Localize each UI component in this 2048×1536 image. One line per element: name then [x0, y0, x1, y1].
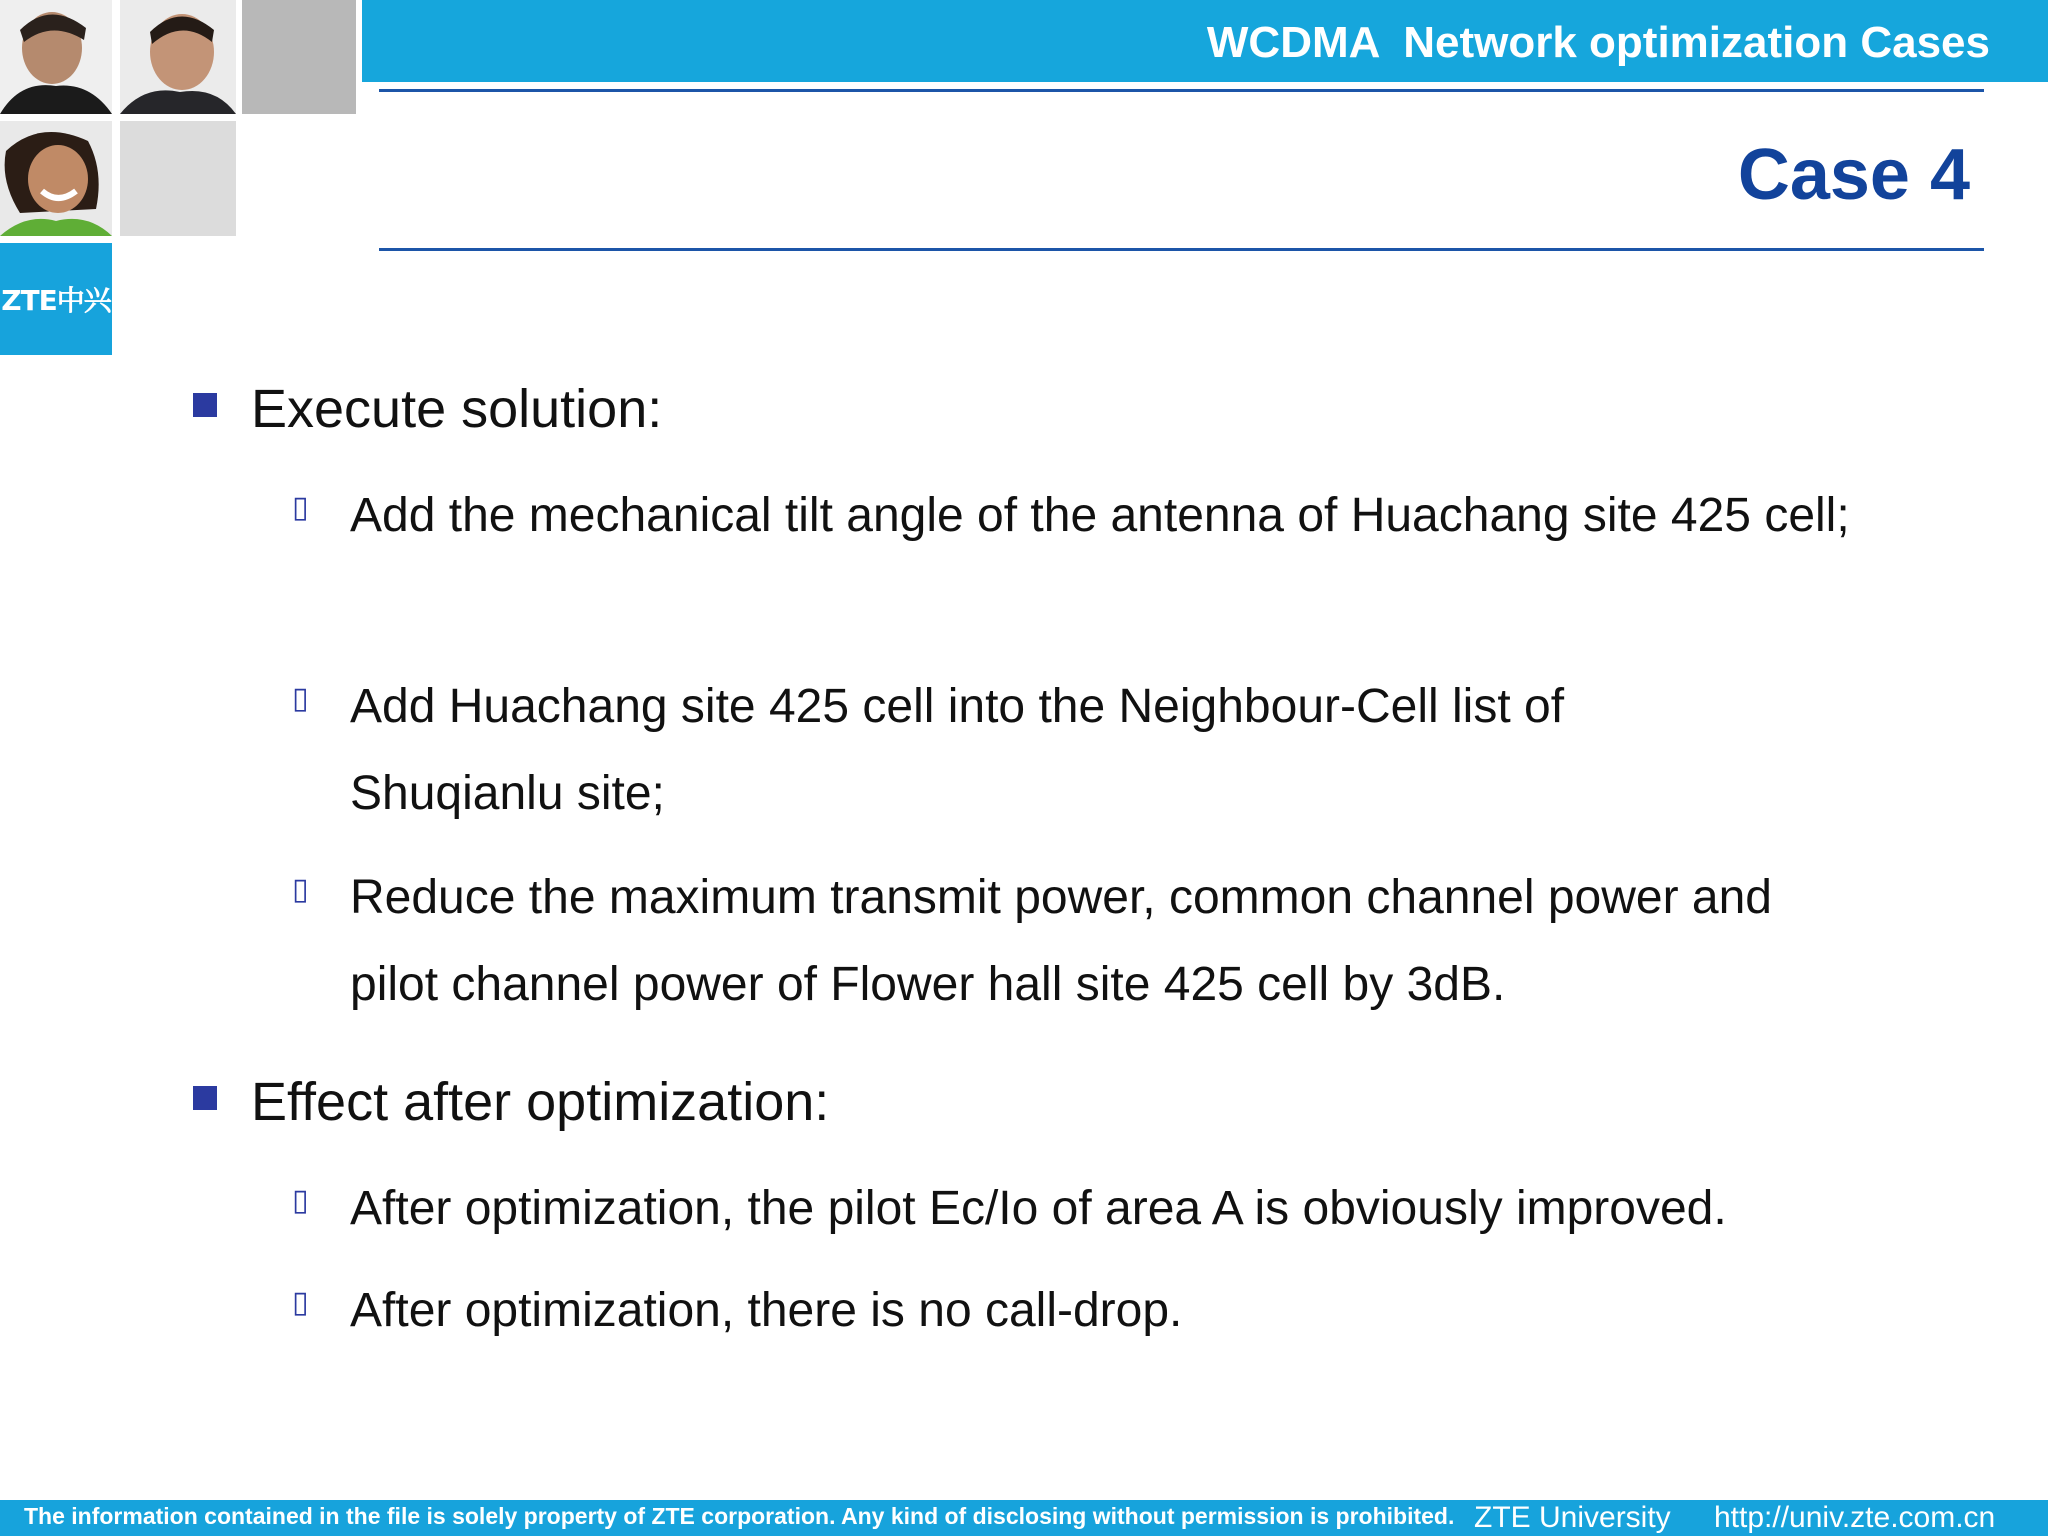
section-heading-effect: Effect after optimization:: [251, 1072, 830, 1132]
header-title: WCDMA Network optimization Cases: [1206, 18, 1990, 67]
square-bullet-icon: [193, 393, 217, 417]
zte-logo-text: ZTE中兴: [1, 284, 111, 317]
slide-title: Case 4: [1737, 135, 1970, 215]
title-rule-top: [379, 89, 1984, 92]
footer-url-link[interactable]: http://univ.zte.com.cn: [1714, 1501, 1996, 1534]
mosaic-gray-tile-2: [120, 121, 236, 236]
photo-woman-smiling: [0, 121, 112, 236]
mosaic-gray-tile-1: [242, 0, 356, 114]
photo-man-front: [120, 0, 236, 114]
sub-bullet-icon: ▯: [292, 681, 309, 716]
list-item: After optimization, the pilot Ec/Io of area A is obviously improved.: [350, 1182, 1727, 1235]
list-item: Add the mechanical tilt angle of the antenna of Huachang site 425 cell;: [350, 489, 1850, 542]
photo-man-side-profile: [0, 0, 112, 114]
list-item: After optimization, there is no call-drop.: [350, 1284, 1183, 1337]
sub-bullet-icon: ▯: [292, 490, 309, 525]
section-heading-execute: Execute solution:: [251, 379, 663, 439]
list-item: Reduce the maximum transmit power, common channel power and pilot channel power of Flower hall site 425 cell by 3dB.: [350, 871, 1772, 1011]
list-item: Add Huachang site 425 cell into the Neighbour-Cell list of Shuqianlu site;: [350, 680, 1565, 820]
footer-university: ZTE University: [1474, 1501, 1671, 1534]
footer-bar: [0, 1500, 2048, 1536]
sub-bullet-icon: ▯: [292, 1285, 309, 1320]
sub-bullet-icon: ▯: [292, 1183, 309, 1218]
square-bullet-icon: [193, 1086, 217, 1110]
zte-logo: [0, 243, 112, 355]
sub-bullet-icon: ▯: [292, 872, 309, 907]
header-bar: [362, 0, 2048, 82]
title-rule-bottom: [379, 248, 1984, 251]
footer-notice: The information contained in the file is solely property of ZTE corporation. Any kind of disclosing without permission is prohibited.: [24, 1503, 1455, 1529]
